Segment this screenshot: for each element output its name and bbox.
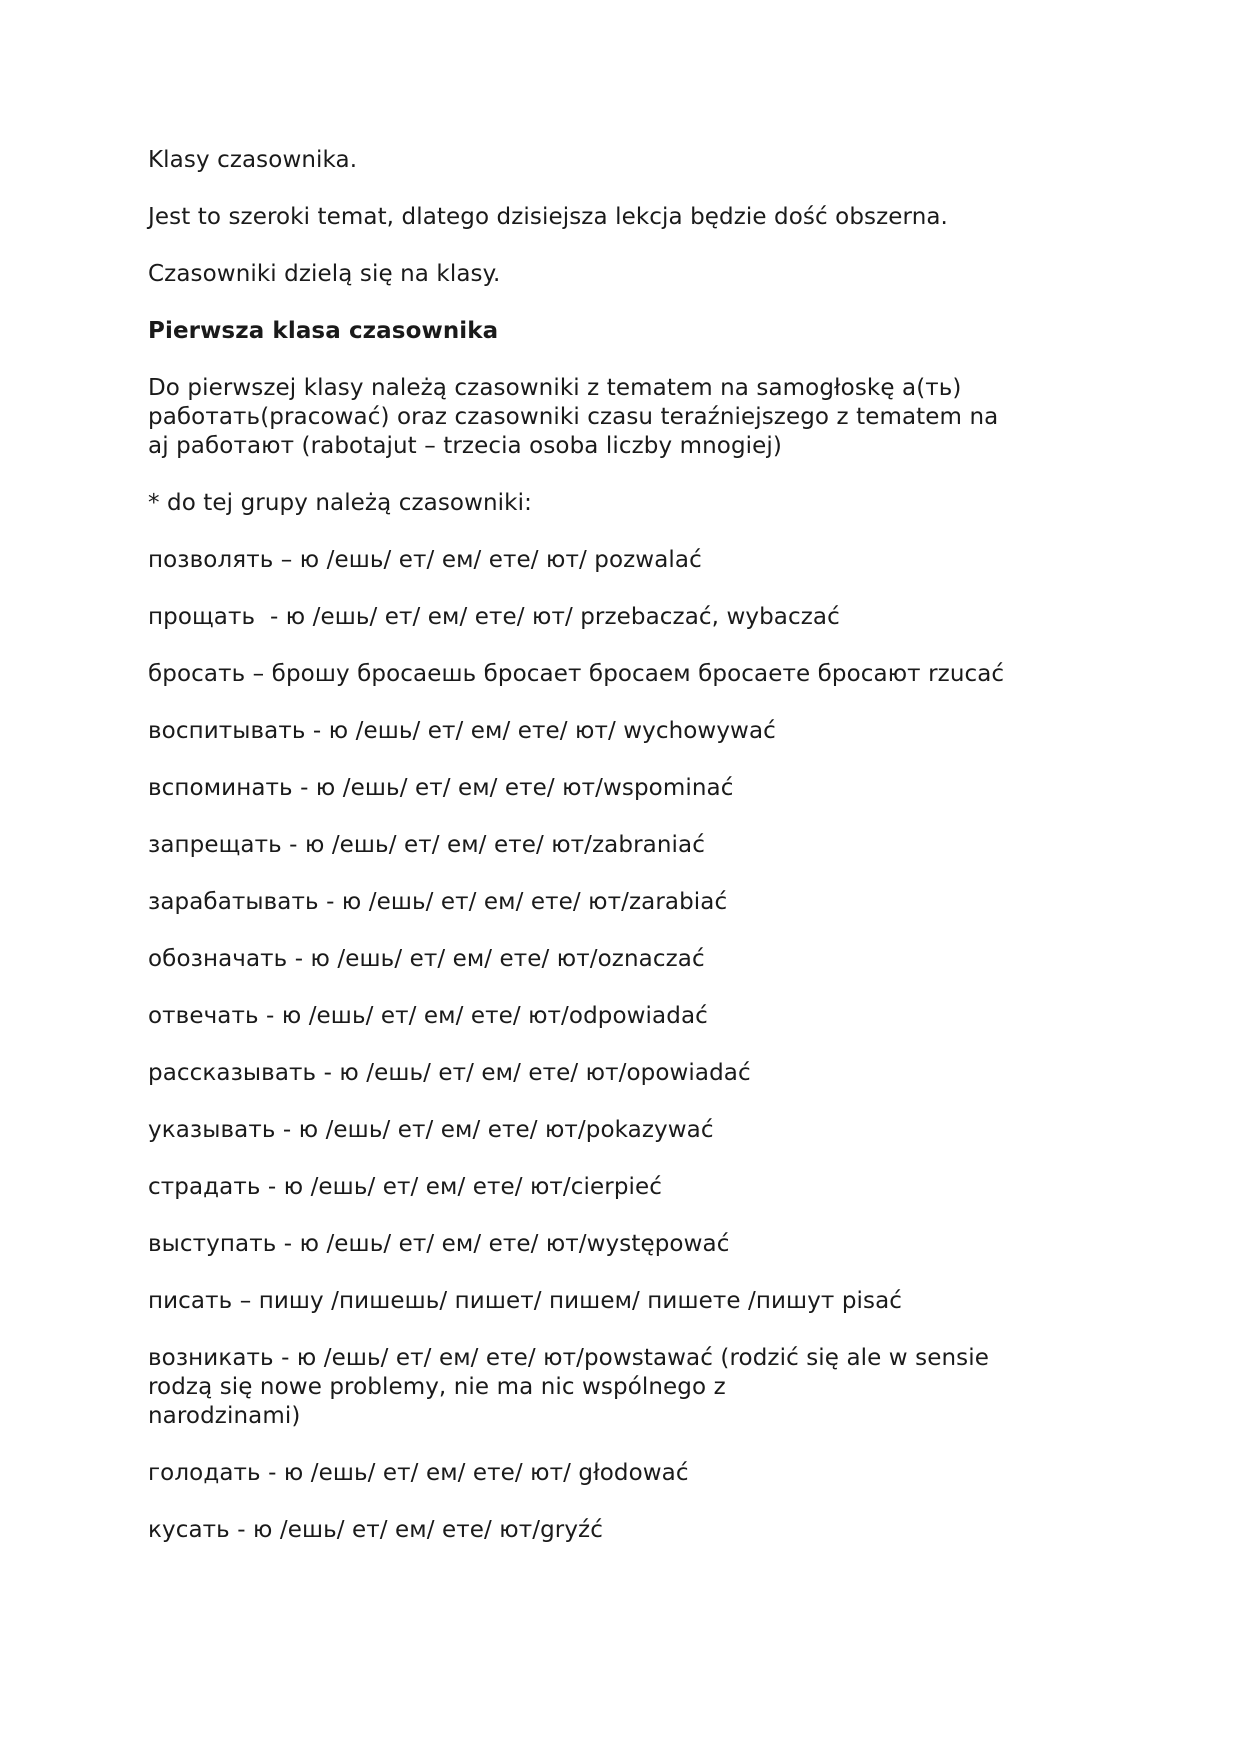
- description-line: aj работают (rabotajut – trzecia osoba liczby mnogiej): [148, 433, 782, 459]
- description-line: Do pierwszej klasy należą czasowniki z tematem na samogłoskę a(ть): [148, 375, 962, 401]
- verb-entry: указывать - ю /ешь/ ет/ ем/ ете/ ют/pokazywać: [148, 1117, 714, 1143]
- intro-paragraph: Jest to szeroki temat, dlatego dzisiejsza lekcja będzie dość obszerna.: [148, 204, 948, 230]
- verb-entry-line: rodzą się nowe problemy, nie ma nic wspólnego z: [148, 1374, 726, 1400]
- verb-entry: рассказывать - ю /ешь/ ет/ ем/ ете/ ют/opowiadać: [148, 1060, 751, 1086]
- verb-entry: выступать - ю /ешь/ ет/ ем/ ете/ ют/występować: [148, 1231, 730, 1257]
- section-heading: Pierwsza klasa czasownika: [148, 318, 499, 344]
- verb-entry: писать – пишу /пишешь/ пишет/ пишем/ пишете /пишут pisać: [148, 1288, 903, 1314]
- verb-entry: запрещать - ю /ешь/ ет/ ем/ ете/ ют/zabraniać: [148, 832, 705, 858]
- description-line: работать(pracować) oraz czasowniki czasu teraźniejszego z tematem na: [148, 404, 999, 430]
- verb-entry-line: возникать - ю /ешь/ ет/ ем/ ете/ ют/powstawać (rodzić się ale w sensie: [148, 1345, 989, 1371]
- verb-entry: кусать - ю /ешь/ ет/ ем/ ете/ ют/gryźć: [148, 1517, 603, 1543]
- verb-entry: воспитывать - ю /ешь/ ет/ ем/ ете/ ют/ wychowywać: [148, 718, 776, 744]
- verb-entry: вспоминать - ю /ешь/ ет/ ем/ ете/ ют/wspominać: [148, 775, 734, 801]
- verb-entry-long: [148, 1344, 1088, 1431]
- verb-entry: обозначать - ю /ешь/ ет/ ем/ ете/ ют/oznaczać: [148, 946, 705, 972]
- description-paragraph: [148, 374, 1088, 461]
- verb-entry: отвечать - ю /ешь/ ет/ ем/ ете/ ют/odpowiadać: [148, 1003, 708, 1029]
- verb-entry: голодать - ю /ешь/ ет/ ем/ ете/ ют/ głodować: [148, 1460, 689, 1486]
- verb-entry: позволять – ю /ешь/ ет/ ем/ ете/ ют/ pozwalać: [148, 547, 702, 573]
- verb-entry: прощать - ю /ешь/ ет/ ем/ ете/ ют/ przebaczać, wybaczać: [148, 604, 840, 630]
- document-title: Klasy czasownika.: [148, 147, 358, 173]
- verb-entry: зарабатывать - ю /ешь/ ет/ ем/ ете/ ют/zarabiać: [148, 889, 728, 915]
- document-body: [148, 146, 1088, 1573]
- statement-paragraph: Czasowniki dzielą się na klasy.: [148, 261, 501, 287]
- group-intro: * do tej grupy należą czasowniki:: [148, 490, 532, 516]
- verb-entry: страдать - ю /ешь/ ет/ ем/ ете/ ют/cierpieć: [148, 1174, 663, 1200]
- verb-entry-line: narodzinami): [148, 1403, 301, 1429]
- verb-entry: бросать – брошу бросаешь бросает бросаем бросаете бросают rzucać: [148, 661, 1005, 687]
